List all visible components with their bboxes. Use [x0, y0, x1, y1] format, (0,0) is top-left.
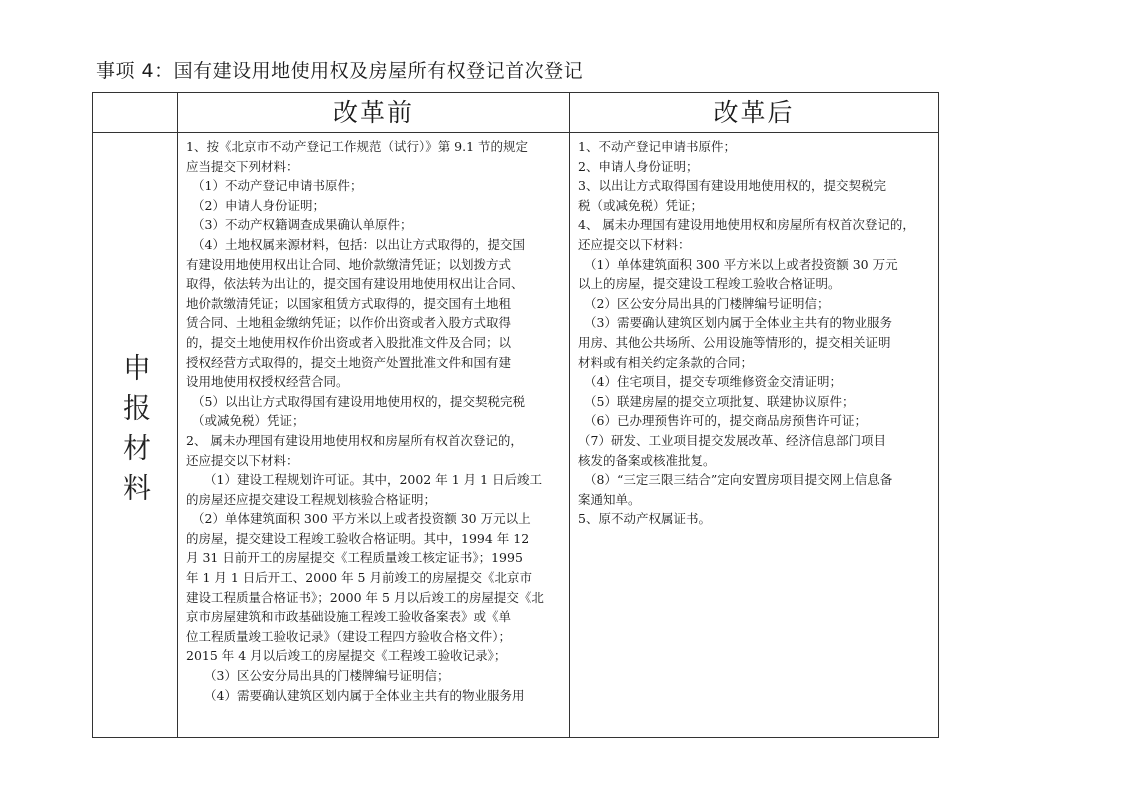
text-line: 应当提交下列材料： [186, 158, 299, 174]
text-line: （8）“三定三限三结合”定向安置房项目提交网上信息备 [584, 472, 893, 488]
text-line: 的房屋，提交建设工程竣工验收合格证明。其中，1994 年 12 [186, 530, 530, 546]
text-line: 材料或有相关约定条款的合同； [578, 354, 754, 370]
text-line: （3）不动产权籍调查成果确认单原件； [192, 217, 413, 233]
header-before: 改革前 [178, 93, 570, 133]
text-line: 赁合同、土地租金缴纳凭证；以作价出资或者入股方式取得 [186, 315, 512, 331]
text-line: （7）研发、工业项目提交发展改革、经济信息部门项目 [578, 432, 886, 448]
text-line: 以上的房屋，提交建设工程竣工验收合格证明。 [578, 276, 841, 292]
text-line: （2）区公安分局出具的门楼牌编号证明信； [584, 295, 830, 311]
text-line: 位工程质量竣工验收记录》（建设工程四方验收合格文件）； [186, 628, 512, 644]
text-line: （2）单体建筑面积 300 平方米以上或者投资额 30 万元以上 [192, 511, 531, 527]
text-line: （1）单体建筑面积 300 平方米以上或者投资额 30 万元 [584, 256, 898, 272]
table-header-row [93, 93, 939, 133]
page-title: 事项 4：国有建设用地使用权及房屋所有权登记首次登记 [96, 60, 584, 82]
text-line: 案通知单。 [578, 491, 641, 507]
text-line: 的房屋还应提交建设工程规划核验合格证明； [186, 491, 437, 507]
text-line: （4）需要确认建筑区划内属于全体业主共有的物业服务用 [204, 687, 525, 703]
text-line: （3）区公安分局出具的门楼牌编号证明信； [204, 668, 450, 684]
text-line: 月 31 日前开工的房屋提交《工程质量竣工核定证书》；1995 [186, 550, 523, 566]
text-line: 税（或减免税）凭证； [578, 197, 704, 213]
after-content [570, 133, 938, 529]
text-line: 2015 年 4 月以后竣工的房屋提交《工程竣工验收记录》； [186, 648, 507, 664]
after-cell [570, 133, 939, 738]
text-line: 2、 属未办理国有建设用地使用权和房屋所有权首次登记的， [186, 432, 523, 448]
before-cell [178, 133, 570, 738]
text-line: （4）住宅项目，提交专项维修资金交清证明； [584, 374, 842, 390]
text-line: 用房、其他公共场所、公用设施等情形的，提交相关证明 [578, 334, 891, 350]
category-cell [93, 133, 178, 738]
text-line: 3、以出让方式取得国有建设用地使用权的，提交契税完 [578, 178, 886, 194]
text-line: （3）需要确认建筑区划内属于全体业主共有的物业服务 [584, 315, 892, 331]
text-line: 4、 属未办理国有建设用地使用权和房屋所有权首次登记的， [578, 217, 915, 233]
text-line: 授权经营方式取得的，提交土地资产处置批准文件和国有建 [186, 354, 512, 370]
comparison-table [92, 92, 939, 738]
text-line: 2、申请人身份证明； [578, 158, 699, 174]
header-blank-cell [93, 93, 178, 133]
text-line: （5）以出让方式取得国有建设用地使用权的，提交契税完税 [192, 393, 525, 409]
text-line: 地价款缴清凭证；以国家租赁方式取得的，提交国有土地租 [186, 295, 512, 311]
text-line: 核发的备案或核准批复。 [578, 452, 716, 468]
category-label: 申报材料 [119, 353, 152, 513]
text-line: 1、不动产登记申请书原件； [578, 139, 736, 154]
text-line: 5、原不动产权属证书。 [578, 511, 711, 527]
text-line: 还应提交以下材料： [578, 236, 691, 252]
text-line: 取得，依法转为出让的，提交国有建设用地使用权出让合同、 [186, 276, 524, 292]
text-line: 年 1 月 1 日后开工、2000 年 5 月前竣工的房屋提交《北京市 [186, 570, 532, 586]
text-line: （5）联建房屋的提交立项批复、联建协议原件； [584, 393, 855, 409]
before-content [178, 133, 569, 705]
text-line: 京市房屋建筑和市政基础设施工程竣工验收备案表》或《单 [186, 609, 512, 625]
text-line: 有建设用地使用权出让合同、地价款缴清凭证；以划拨方式 [186, 256, 512, 272]
text-line: 的，提交土地使用权作价出资或者入股批准文件及合同；以 [186, 334, 512, 350]
text-line: 还应提交以下材料： [186, 452, 299, 468]
text-line: 设用地使用权授权经营合同。 [186, 374, 349, 390]
text-line: （4）土地权属来源材料，包括：以出让方式取得的，提交国 [192, 236, 525, 252]
text-line: （或减免税）凭证； [192, 413, 305, 429]
text-line: （6）已办理预售许可的，提交商品房预售许可证； [584, 413, 867, 429]
text-line: 建设工程质量合格证书》；2000 年 5 月以后竣工的房屋提交《北 [186, 589, 544, 605]
text-line: （2）申请人身份证明； [192, 197, 325, 213]
table-body-row [93, 133, 939, 738]
header-after: 改革后 [570, 93, 939, 133]
text-line: 1、按《北京市不动产登记工作规范（试行）》第 9.1 节的规定 [186, 139, 529, 154]
text-line: （1）建设工程规划许可证。其中，2002 年 1 月 1 日后竣工 [204, 472, 543, 488]
text-line: （1）不动产登记申请书原件； [192, 178, 363, 194]
